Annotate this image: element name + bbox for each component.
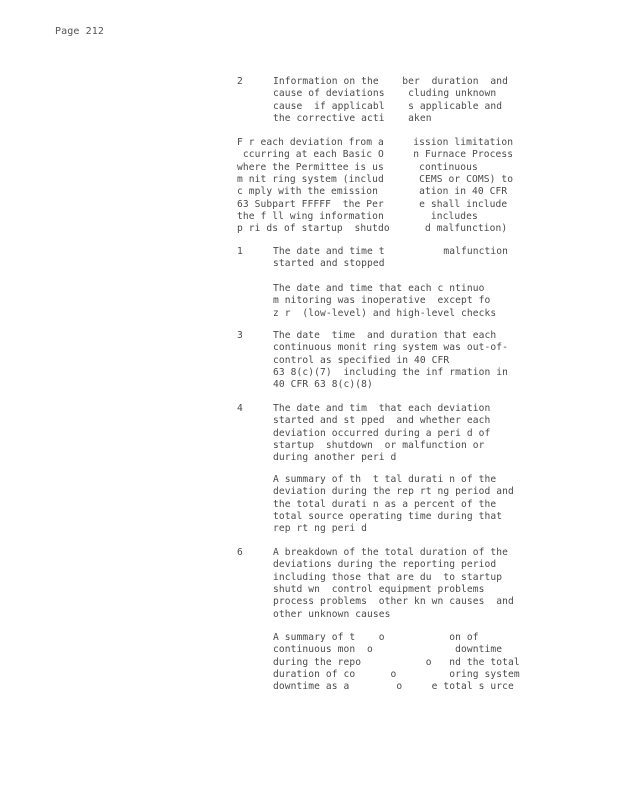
item-2-line: the corrective acti aken [273,112,432,124]
item-4-line: started and st pped and whether each [273,415,491,427]
item-6-line: other unknown causes [273,608,391,620]
item-3-line: 63 8(c)(7) including the inf rmation in [273,366,509,378]
item-4-line: The date and tim that each deviation [273,403,491,414]
item-7-line: duration of co o oring system [273,668,520,680]
item-5-line: total source operating time during that [273,510,503,522]
item-2-line: Information on the ber duration and [273,76,509,87]
item-4-line: startup shutdown or malfunction or [273,439,485,451]
item-6-number: 6 [237,547,243,558]
page-header: Page 212 [55,26,104,37]
item-5-line: rep rt ng peri d [273,523,368,535]
item-2-line: cause of deviations cluding unknown [273,88,497,100]
item-4-line: deviation occurred during a peri d of [273,427,491,439]
intro-paragraph-line: c mply with the emission ation in 40 CFR [237,186,508,198]
intro-paragraph-line: F r each deviation from a ission limitation [237,137,514,148]
item-3-line: The date time and duration that each [273,330,497,341]
item-7-line: during the repo o nd the total [273,656,520,668]
item-5-line: A summary of th t tal durati n of the [273,474,497,485]
item-2-line: cause if applicabl s applicable and [273,100,503,112]
item-2-number: 2 [237,76,243,87]
item-6-line: deviations during the reporting period [273,559,497,571]
item-2b-line: m nitoring was inoperative except fo [273,295,491,307]
item-3-line: control as specified in 40 CFR [273,354,450,366]
item-3-number: 3 [237,330,243,341]
intro-paragraph-line: 63 Subpart FFFFF the Per e shall include [237,198,508,210]
item-3-line: continuous monit ring system was out-of- [273,342,509,354]
item-7-line: downtime as a o e total s urce [273,681,514,693]
item-6-line: process problems other kn wn causes and [273,596,514,608]
intro-paragraph-line: the f ll wing information includes [237,210,478,222]
item-4-line: during another peri d [273,452,397,464]
item-2b-line: z r (low-level) and high-level checks [273,307,497,319]
intro-paragraph-line: where the Permittee is us continuous [237,161,478,173]
intro-paragraph-line: m nit ring system (includ CEMS or COMS) to [237,173,514,185]
item-3-line: 40 CFR 63 8(c)(8) [273,379,373,391]
item-4-number: 4 [237,403,243,414]
intro-paragraph-line: ccurring at each Basic O n Furnace Process [237,149,514,161]
intro-paragraph-line: p ri ds of startup shutdo d malfunction) [237,223,508,235]
item-1-number: 1 [237,246,243,257]
item-7-line: A summary of t o on of [273,632,479,643]
item-6-line: including those that are du to startup [273,571,503,583]
item-5-line: the total durati n as a percent of the [273,498,497,510]
item-7-line: continuous mon o downtime [273,644,503,656]
item-1-line: The date and time t malfunction [273,246,509,257]
item-5-line: deviation during the rep rt ng period and [273,486,514,498]
item-6-line: A breakdown of the total duration of the [273,547,509,558]
item-6-line: shutd wn control equipment problems [273,583,485,595]
item-1-line: started and stopped [273,258,385,270]
item-2b-line: The date and time that each c ntinuo [273,283,485,294]
